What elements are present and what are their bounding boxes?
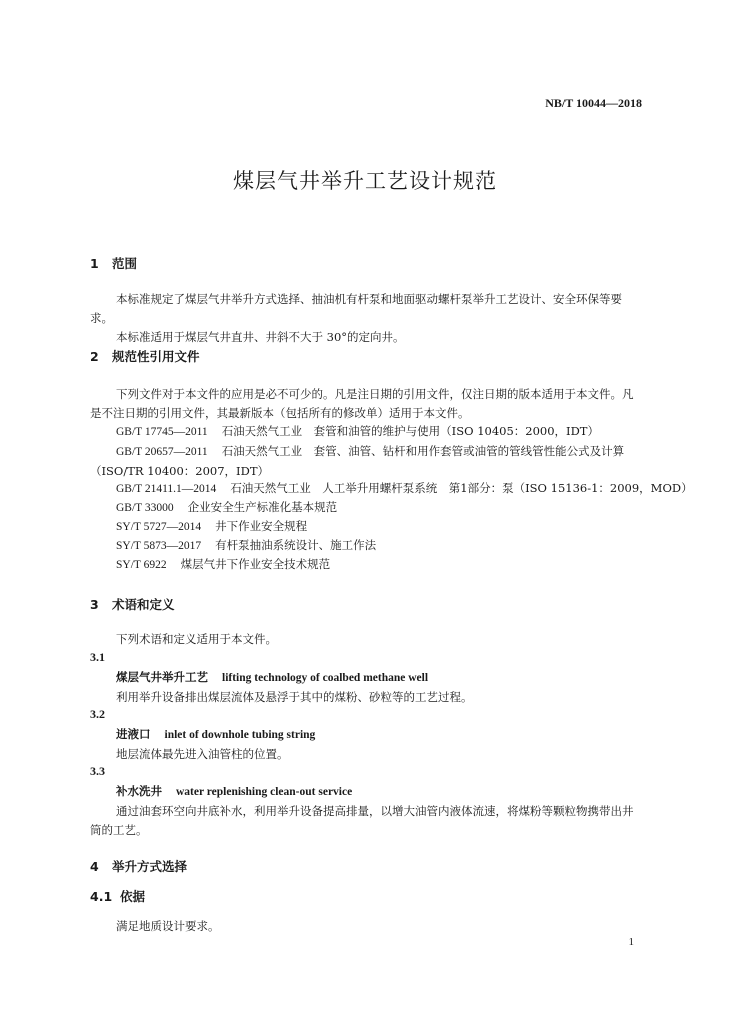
reference-item-wrapped xyxy=(90,442,642,481)
subsection-4-1-heading xyxy=(90,887,145,905)
section-3-intro xyxy=(90,630,642,649)
section-title: 举升方式选择 xyxy=(112,859,188,874)
reference-item xyxy=(116,537,376,553)
reference-code: GB/T 21411.1—2014 xyxy=(116,483,217,495)
paragraph: 下列文件对于本文件的应用是必不可少的。凡是注日期的引用文件，仅注日期的版本适用于本文件。凡是不注日期的引用文件，其最新版本（包括所有的修改单）适用于本文件。 xyxy=(90,387,634,420)
page-number: 1 xyxy=(628,936,634,948)
standard-code: NB/T 10044—2018 xyxy=(545,96,642,110)
section-title: 术语和定义 xyxy=(112,597,175,612)
term-number: 3.2 xyxy=(90,707,105,721)
subsection-title: 依据 xyxy=(120,889,146,904)
section-3-heading xyxy=(90,595,175,613)
section-title: 范围 xyxy=(112,256,138,271)
section-number: 4 xyxy=(90,859,99,874)
reference-item xyxy=(116,423,599,439)
reference-item xyxy=(116,518,307,534)
term-heading xyxy=(116,783,352,799)
term-definition xyxy=(90,802,642,840)
section-title: 规范性引用文件 xyxy=(112,349,200,364)
term-number: 3.1 xyxy=(90,650,105,664)
subsection-4-1-body xyxy=(90,917,642,936)
term-en: water replenishing clean-out service xyxy=(176,786,353,798)
subsection-number: 4.1 xyxy=(90,889,113,904)
reference-code: SY/T 5873—2017 xyxy=(116,540,202,552)
reference-title: 煤层气井下作业安全技术规范 xyxy=(180,557,331,571)
term-zh: 补水洗井 xyxy=(116,784,162,798)
term-heading xyxy=(116,726,315,742)
reference-code: GB/T 17745—2011 xyxy=(116,426,208,438)
reference-title: 石油天然气工业 人工举升用螺杆泵系统 第1部分：泵（ISO 15136-1：2009，MOD） xyxy=(230,481,693,495)
term-definition xyxy=(90,688,642,707)
paragraph: 下列术语和定义适用于本文件。 xyxy=(116,632,277,646)
section-number: 1 xyxy=(90,256,99,271)
section-4-heading xyxy=(90,857,187,875)
reference-item xyxy=(116,480,693,496)
reference-title: 企业安全生产标准化基本规范 xyxy=(187,500,338,514)
section-1-heading xyxy=(90,254,137,272)
reference-title: 井下作业安全规程 xyxy=(215,519,308,533)
section-number: 2 xyxy=(90,349,99,364)
term-number: 3.3 xyxy=(90,764,105,778)
reference-title: 石油天然气工业 套管、油管、钻杆和用作套管或油管的管线管性能公式及计算（ISO/TR 10400：2007，IDT） xyxy=(90,444,625,478)
section-1-body xyxy=(90,290,642,347)
section-2-heading xyxy=(90,347,200,365)
term-heading xyxy=(116,669,428,685)
term-definition xyxy=(90,745,642,764)
paragraph: 地层流体最先进入油管柱的位置。 xyxy=(116,747,289,761)
paragraph: 利用举升设备排出煤层流体及悬浮于其中的煤粉、砂粒等的工艺过程。 xyxy=(116,690,473,704)
reference-title: 石油天然气工业 套管和油管的维护与使用（ISO 10405：2000，IDT） xyxy=(221,424,599,438)
term-en: inlet of downhole tubing string xyxy=(164,729,316,741)
reference-code: SY/T 6922 xyxy=(116,559,167,571)
reference-code: SY/T 5727—2014 xyxy=(116,521,202,533)
paragraph: 本标准适用于煤层气井直井、井斜不大于 30°的定向井。 xyxy=(116,330,405,344)
document-title: 煤层气井举升工艺设计规范 xyxy=(233,169,497,193)
reference-text xyxy=(90,442,642,481)
reference-item xyxy=(116,556,330,572)
section-2-intro xyxy=(90,385,642,423)
reference-title: 有杆泵抽油系统设计、施工作法 xyxy=(215,538,377,552)
term-zh: 进液口 xyxy=(116,727,151,741)
paragraph: 本标准规定了煤层气井举升方式选择、抽油机有杆泵和地面驱动螺杆泵举升工艺设计、安全环保等要求。 xyxy=(90,292,622,325)
reference-item xyxy=(116,499,337,515)
paragraph: 通过油套环空向井底补水，利用举升设备提高排量，以增大油管内液体流速，将煤粉等颗粒物携带出井筒的工艺。 xyxy=(90,804,634,837)
section-number: 3 xyxy=(90,597,99,612)
paragraph: 满足地质设计要求。 xyxy=(116,919,220,933)
term-zh: 煤层气井举升工艺 xyxy=(116,670,208,684)
term-en: lifting technology of coalbed methane well xyxy=(222,672,429,684)
reference-code: GB/T 20657—2011 xyxy=(116,446,208,458)
reference-code: GB/T 33000 xyxy=(116,502,174,514)
